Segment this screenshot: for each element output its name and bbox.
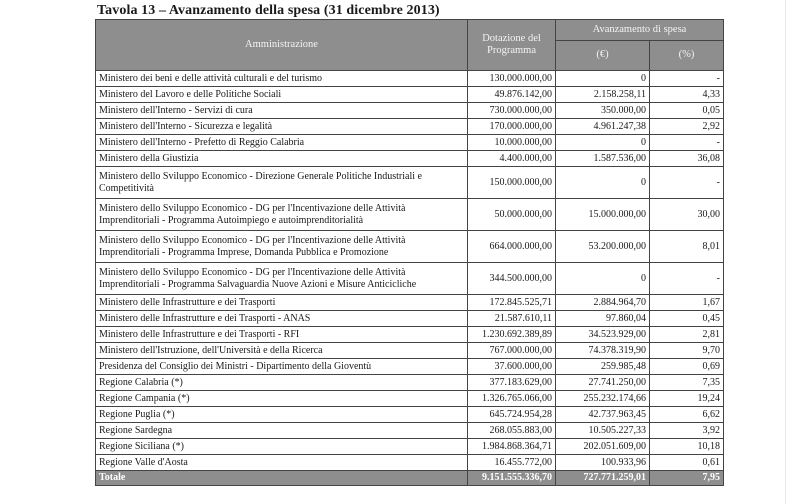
row-euro: 0	[556, 71, 650, 87]
row-name: Regione Campania (*)	[96, 391, 468, 407]
row-dotazione: 1.326.765.066,00	[468, 391, 556, 407]
row-dotazione: 268.055.883,00	[468, 423, 556, 439]
row-dotazione: 37.600.000,00	[468, 359, 556, 375]
row-dotazione: 49.876.142,00	[468, 87, 556, 103]
table-row	[96, 263, 724, 295]
row-name: Ministero delle Infrastrutture e dei Trasporti - ANAS	[96, 311, 468, 327]
row-euro: 0	[556, 135, 650, 151]
row-name: Ministero dello Sviluppo Economico - DG per l'Incentivazione delle Attività Imprenditoriali - Programma Autoimpiego e autoimprenditorialità	[96, 199, 468, 231]
total-label: Totale	[96, 471, 468, 486]
table-row	[96, 375, 724, 391]
table-row	[96, 407, 724, 423]
row-euro: 100.933,96	[556, 455, 650, 471]
row-percent: 6,62	[650, 407, 724, 423]
row-dotazione: 172.845.525,71	[468, 295, 556, 311]
row-euro: 27.741.250,00	[556, 375, 650, 391]
row-name: Regione Calabria (*)	[96, 375, 468, 391]
row-percent: -	[650, 71, 724, 87]
row-percent: 7,35	[650, 375, 724, 391]
row-name: Presidenza del Consiglio dei Ministri - Dipartimento della Gioventù	[96, 359, 468, 375]
table-body	[96, 71, 724, 486]
total-percent: 7,95	[650, 471, 724, 486]
row-dotazione: 730.000.000,00	[468, 103, 556, 119]
row-percent: 0,61	[650, 455, 724, 471]
row-euro: 255.232.174,66	[556, 391, 650, 407]
row-euro: 42.737.963,45	[556, 407, 650, 423]
row-percent: 9,70	[650, 343, 724, 359]
table-row	[96, 455, 724, 471]
row-euro: 10.505.227,33	[556, 423, 650, 439]
row-name: Ministero delle Infrastrutture e dei Trasporti - RFI	[96, 327, 468, 343]
row-name: Ministero dell'Interno - Servizi di cura	[96, 103, 468, 119]
table-row	[96, 103, 724, 119]
header-dotazione: Dotazione del Programma	[468, 20, 556, 71]
row-dotazione: 767.000.000,00	[468, 343, 556, 359]
table-row	[96, 359, 724, 375]
row-name: Ministero dell'Istruzione, dell'Università e della Ricerca	[96, 343, 468, 359]
row-euro: 259.985,48	[556, 359, 650, 375]
table-row	[96, 391, 724, 407]
row-euro: 350.000,00	[556, 103, 650, 119]
row-euro: 1.587.536,00	[556, 151, 650, 167]
table-row	[96, 199, 724, 231]
table-row	[96, 439, 724, 455]
row-euro: 34.523.929,00	[556, 327, 650, 343]
table-row	[96, 151, 724, 167]
header-euro: (€)	[556, 41, 650, 71]
row-name: Regione Puglia (*)	[96, 407, 468, 423]
table-row	[96, 167, 724, 199]
table-row	[96, 423, 724, 439]
total-row	[96, 471, 724, 486]
row-name: Ministero dello Sviluppo Economico - DG per l'Incentivazione delle Attività Imprenditoriali - Programma Salvaguardia Nuove Azioni e Misure Anticicliche	[96, 263, 468, 295]
table-row	[96, 71, 724, 87]
row-name: Ministero dei beni e delle attività culturali e del turismo	[96, 71, 468, 87]
row-name: Ministero dell'Interno - Sicurezza e legalità	[96, 119, 468, 135]
table-row	[96, 295, 724, 311]
row-euro: 2.884.964,70	[556, 295, 650, 311]
total-euro: 727.771.259,01	[556, 471, 650, 486]
row-name: Regione Sardegna	[96, 423, 468, 439]
header-amministrazione: Amministrazione	[96, 20, 468, 71]
row-euro: 15.000.000,00	[556, 199, 650, 231]
row-euro: 0	[556, 263, 650, 295]
row-percent: 36,08	[650, 151, 724, 167]
row-name: Ministero della Giustizia	[96, 151, 468, 167]
row-euro: 74.378.319,90	[556, 343, 650, 359]
row-name: Ministero dell'Interno - Prefetto di Reggio Calabria	[96, 135, 468, 151]
row-name: Regione Valle d'Aosta	[96, 455, 468, 471]
row-percent: 10,18	[650, 439, 724, 455]
header-avanzamento: Avanzamento di spesa	[556, 20, 724, 41]
row-euro: 53.200.000,00	[556, 231, 650, 263]
page-edge	[785, 0, 786, 504]
row-dotazione: 1.984.868.364,71	[468, 439, 556, 455]
row-dotazione: 50.000.000,00	[468, 199, 556, 231]
row-name: Ministero del Lavoro e delle Politiche Sociali	[96, 87, 468, 103]
row-percent: 4,33	[650, 87, 724, 103]
row-name: Ministero dello Sviluppo Economico - Direzione Generale Politiche Industriali e Competitività	[96, 167, 468, 199]
total-dotazione: 9.151.555.336,70	[468, 471, 556, 486]
row-dotazione: 10.000.000,00	[468, 135, 556, 151]
row-percent: 0,45	[650, 311, 724, 327]
row-percent: -	[650, 135, 724, 151]
table-row	[96, 87, 724, 103]
row-percent: 30,00	[650, 199, 724, 231]
row-dotazione: 150.000.000,00	[468, 167, 556, 199]
row-dotazione: 170.000.000,00	[468, 119, 556, 135]
row-name: Ministero dello Sviluppo Economico - DG per l'Incentivazione delle Attività Imprenditoriali - Programma Imprese, Domanda Pubblica e Promozione	[96, 231, 468, 263]
row-dotazione: 4.400.000,00	[468, 151, 556, 167]
table-row	[96, 135, 724, 151]
row-dotazione: 344.500.000,00	[468, 263, 556, 295]
row-name: Ministero delle Infrastrutture e dei Trasporti	[96, 295, 468, 311]
table-title: Tavola 13 – Avanzamento della spesa (31 dicembre 2013)	[97, 3, 440, 18]
row-dotazione: 1.230.692.389,89	[468, 327, 556, 343]
table-row	[96, 311, 724, 327]
row-percent: 0,05	[650, 103, 724, 119]
row-dotazione: 21.587.610,11	[468, 311, 556, 327]
row-euro: 0	[556, 167, 650, 199]
row-percent: 8,01	[650, 231, 724, 263]
row-percent: 1,67	[650, 295, 724, 311]
row-dotazione: 130.000.000,00	[468, 71, 556, 87]
table-row	[96, 327, 724, 343]
row-dotazione: 645.724.954,28	[468, 407, 556, 423]
spending-table	[95, 19, 724, 486]
row-euro: 2.158.258,11	[556, 87, 650, 103]
row-percent: -	[650, 263, 724, 295]
table-row	[96, 343, 724, 359]
row-dotazione: 16.455.772,00	[468, 455, 556, 471]
row-percent: -	[650, 167, 724, 199]
header-percent: (%)	[650, 41, 724, 71]
row-euro: 4.961.247,38	[556, 119, 650, 135]
row-euro: 97.860,04	[556, 311, 650, 327]
row-dotazione: 377.183.629,00	[468, 375, 556, 391]
table-row	[96, 231, 724, 263]
table-row	[96, 119, 724, 135]
row-percent: 19,24	[650, 391, 724, 407]
row-name: Regione Siciliana (*)	[96, 439, 468, 455]
row-euro: 202.051.609,00	[556, 439, 650, 455]
row-dotazione: 664.000.000,00	[468, 231, 556, 263]
row-percent: 2,81	[650, 327, 724, 343]
row-percent: 0,69	[650, 359, 724, 375]
row-percent: 3,92	[650, 423, 724, 439]
row-percent: 2,92	[650, 119, 724, 135]
